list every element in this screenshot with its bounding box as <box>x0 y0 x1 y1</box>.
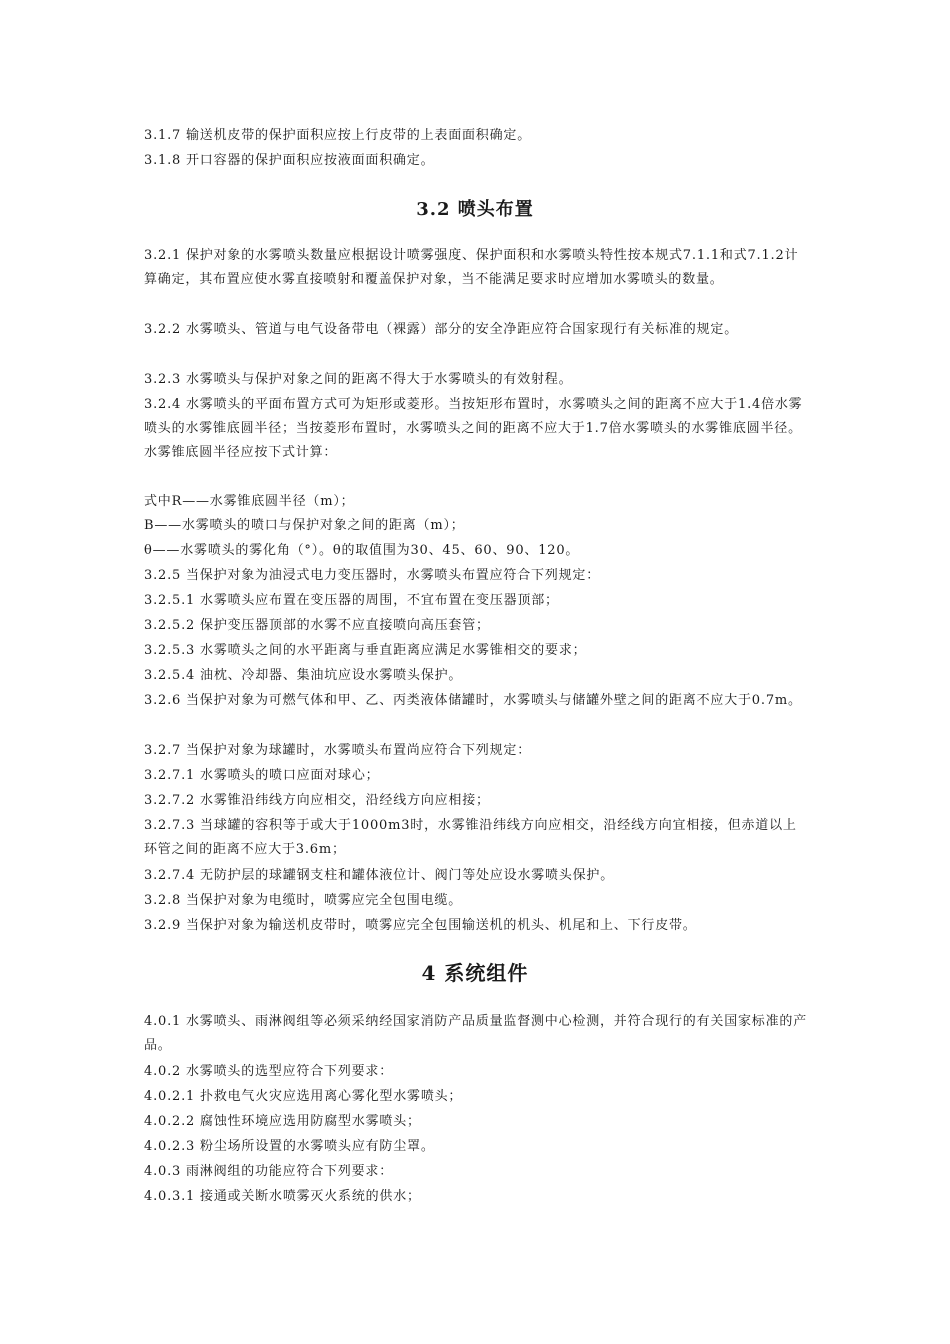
clause-3-2-5-3: 3.2.5.3 水雾喷头之间的水平距离与垂直距离应满足水雾锥相交的要求； <box>144 643 587 658</box>
clause-3-2-7-3: 3.2.7.3 当球罐的容积等于或大于1000m3时，水雾锥沿纬线方向应相交，沿经线方向宜相接，但赤道以上环管之间的距离不应大于3.6m； <box>144 818 797 857</box>
clause-4-0-2-2: 4.0.2.2 腐蚀性环境应选用防腐型水雾喷头； <box>144 1114 421 1129</box>
where-r: 式中R——水雾锥底圆半径（m）； <box>144 494 355 509</box>
clause-3-1-7: 3.1.7 输送机皮带的保护面积应按上行皮带的上表面面积确定。 <box>144 128 532 143</box>
clause-3-2-7-4: 3.2.7.4 无防护层的球罐钢支柱和罐体液位计、阀门等处应设水雾喷头保护。 <box>144 868 615 883</box>
clause-4-0-3-1: 4.0.3.1 接通或关断水喷雾灭火系统的供水； <box>144 1189 421 1204</box>
chapter-heading-4: 4 系统组件 <box>421 961 529 985</box>
clause-3-2-9: 3.2.9 当保护对象为输送机皮带时，喷雾应完全包围输送机的机头、机尾和上、下行皮带。 <box>144 918 697 933</box>
where-b: B——水雾喷头的喷口与保护对象之间的距离（m）； <box>144 518 465 533</box>
clause-3-2-3: 3.2.3 水雾喷头与保护对象之间的距离不得大于水雾喷头的有效射程。 <box>144 372 573 387</box>
clause-3-2-6: 3.2.6 当保护对象为可燃气体和甲、乙、丙类液体储罐时，水雾喷头与储罐外壁之间的距离不应大于0.7m。 <box>144 693 802 708</box>
clause-3-2-7-2: 3.2.7.2 水雾锥沿纬线方向应相交，沿经线方向应相接； <box>144 793 490 808</box>
clause-3-2-5-4: 3.2.5.4 油枕、冷却器、集油坑应设水雾喷头保护。 <box>144 668 463 683</box>
clause-3-2-2: 3.2.2 水雾喷头、管道与电气设备带电（裸露）部分的安全净距应符合国家现行有关标准的规定。 <box>144 322 739 337</box>
clause-4-0-2-3: 4.0.2.3 粉尘场所设置的水雾喷头应有防尘罩。 <box>144 1139 435 1154</box>
clause-3-2-4: 3.2.4 水雾喷头的平面布置方式可为矩形或菱形。当按矩形布置时，水雾喷头之间的距离不应大于1.4倍水雾喷头的水雾锥底圆半径；当按菱形布置时，水雾喷头之间的距离不应大于1.7倍水雾喷头的水雾锥底圆半径。水雾锥底圆半径应按下式计算： <box>144 397 803 460</box>
section-heading-3-2: 3.2 喷头布置 <box>416 199 534 220</box>
clause-4-0-2-1: 4.0.2.1 扑救电气火灾应选用离心雾化型水雾喷头； <box>144 1089 463 1104</box>
clause-3-2-8: 3.2.8 当保护对象为电缆时，喷雾应完全包围电缆。 <box>144 893 463 908</box>
clause-3-2-1: 3.2.1 保护对象的水雾喷头数量应根据设计喷雾强度、保护面积和水雾喷头特性按本规式7.1.1和式7.1.2计算确定，其布置应使水雾直接喷射和覆盖保护对象，当不能满足要求时应增加水雾喷头的数量。 <box>144 248 799 287</box>
clause-4-0-1: 4.0.1 水雾喷头、雨淋阀组等必须采纳经国家消防产品质量监督测中心检测，并符合现行的有关国家标准的产品。 <box>144 1014 808 1053</box>
clause-3-2-5: 3.2.5 当保护对象为油浸式电力变压器时，水雾喷头布置应符合下列规定： <box>144 568 601 583</box>
where-theta: θ——水雾喷头的雾化角（°）。θ的取值围为30、45、60、90、120。 <box>144 543 580 558</box>
clause-4-0-2: 4.0.2 水雾喷头的选型应符合下列要求： <box>144 1064 394 1079</box>
clause-3-2-7-1: 3.2.7.1 水雾喷头的喷口应面对球心； <box>144 768 380 783</box>
clause-3-2-7: 3.2.7 当保护对象为球罐时，水雾喷头布置尚应符合下列规定： <box>144 743 532 758</box>
clause-3-1-8: 3.1.8 开口容器的保护面积应按液面面积确定。 <box>144 153 435 168</box>
clause-3-2-5-2: 3.2.5.2 保护变压器顶部的水雾不应直接喷向高压套管； <box>144 618 490 633</box>
clause-4-0-3: 4.0.3 雨淋阀组的功能应符合下列要求： <box>144 1164 394 1179</box>
clause-3-2-5-1: 3.2.5.1 水雾喷头应布置在变压器的周围，不宜布置在变压器顶部； <box>144 593 559 608</box>
